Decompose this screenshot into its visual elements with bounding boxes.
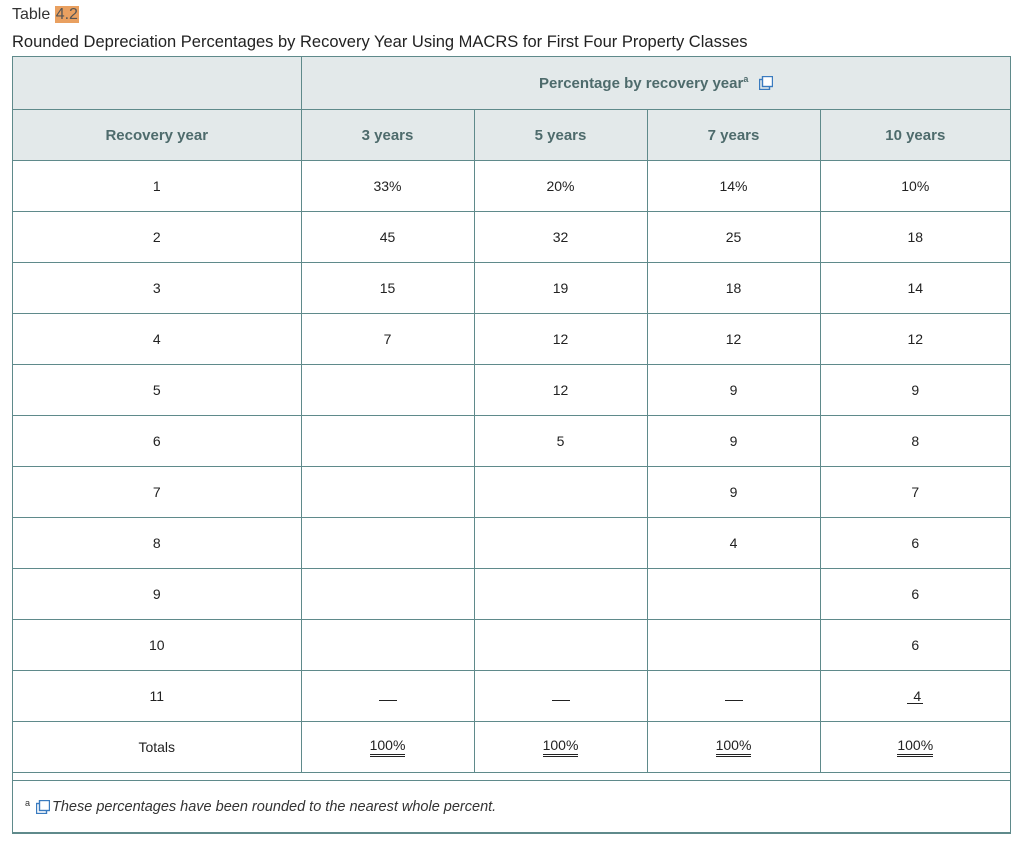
table-caption [12, 4, 1014, 53]
group-header-row [13, 57, 1010, 110]
cell-3yr: 7 [301, 314, 474, 365]
cell-7yr: 4 [647, 518, 820, 569]
table-number: 4.2 [55, 6, 78, 23]
header-5-years: 5 years [474, 110, 647, 161]
cell-5yr: 5 [474, 416, 647, 467]
external-link-icon[interactable] [759, 76, 773, 90]
total-3yr [301, 722, 474, 773]
blank-underline [379, 692, 397, 701]
table-row [13, 467, 1010, 518]
cell-year: 10 [13, 620, 301, 671]
cell-3yr [301, 620, 474, 671]
cell-3yr: 33% [301, 161, 474, 212]
cell-7yr: 14% [647, 161, 820, 212]
cell-5yr: 20% [474, 161, 647, 212]
total-value: 100% [716, 738, 752, 757]
total-5yr [474, 722, 647, 773]
cell-3yr [301, 518, 474, 569]
header-3-years: 3 years [301, 110, 474, 161]
cell-7yr: 9 [647, 467, 820, 518]
cell-10yr: 6 [820, 569, 1010, 620]
table-body [13, 161, 1010, 773]
cell-10yr: 12 [820, 314, 1010, 365]
cell-7yr [647, 569, 820, 620]
cell-3yr: 45 [301, 212, 474, 263]
cell-7yr: 9 [647, 416, 820, 467]
cell-7yr: 18 [647, 263, 820, 314]
cell-10yr: 6 [820, 620, 1010, 671]
table-row [13, 620, 1010, 671]
cell-7yr [647, 620, 820, 671]
table-row [13, 263, 1010, 314]
cell-10yr: 10% [820, 161, 1010, 212]
cell-5yr: 32 [474, 212, 647, 263]
table-row [13, 569, 1010, 620]
cell-year: 4 [13, 314, 301, 365]
cell-10yr: 7 [820, 467, 1010, 518]
total-value: 100% [897, 738, 933, 757]
total-value: 100% [543, 738, 579, 757]
cell-year: 7 [13, 467, 301, 518]
column-header-row [13, 110, 1010, 161]
cell-7yr: 12 [647, 314, 820, 365]
table-label [12, 4, 1014, 26]
header-7-years: 7 years [647, 110, 820, 161]
cell-5yr [474, 671, 647, 722]
cell-3yr [301, 467, 474, 518]
cell-5yr [474, 518, 647, 569]
total-10yr [820, 722, 1010, 773]
cell-5yr: 19 [474, 263, 647, 314]
cell-10yr: 9 [820, 365, 1010, 416]
cell-7yr: 9 [647, 365, 820, 416]
totals-label: Totals [13, 722, 301, 773]
table-row [13, 365, 1010, 416]
cell-10yr: 18 [820, 212, 1010, 263]
total-7yr [647, 722, 820, 773]
cell-5yr: 12 [474, 314, 647, 365]
cell-3yr [301, 365, 474, 416]
cell-5yr: 12 [474, 365, 647, 416]
cell-3yr [301, 416, 474, 467]
cell-year: 2 [13, 212, 301, 263]
underlined-value: 4 [907, 689, 923, 704]
group-header-empty [13, 57, 301, 110]
blank-underline [552, 692, 570, 701]
cell-10yr: 6 [820, 518, 1010, 569]
table-row [13, 314, 1010, 365]
cell-5yr [474, 569, 647, 620]
group-header-note-mark[interactable]: a [743, 73, 749, 84]
cell-5yr [474, 467, 647, 518]
cell-year: 6 [13, 416, 301, 467]
footnote-text: These percentages have been rounded to the nearest whole percent. [52, 798, 497, 815]
group-header-text: Percentage by recovery year [539, 74, 744, 92]
table-row [13, 212, 1010, 263]
cell-5yr [474, 620, 647, 671]
footnote-mark: a [25, 797, 31, 808]
cell-year: 3 [13, 263, 301, 314]
cell-year: 5 [13, 365, 301, 416]
totals-row [13, 722, 1010, 773]
table-footnote [13, 780, 1010, 832]
cell-10yr: 8 [820, 416, 1010, 467]
table-row [13, 416, 1010, 467]
table-row [13, 518, 1010, 569]
cell-7yr: 25 [647, 212, 820, 263]
cell-year: 8 [13, 518, 301, 569]
header-recovery-year: Recovery year [13, 110, 301, 161]
cell-3yr [301, 569, 474, 620]
cell-3yr: 15 [301, 263, 474, 314]
total-value: 100% [370, 738, 406, 757]
header-10-years: 10 years [820, 110, 1010, 161]
blank-underline [725, 692, 743, 701]
group-header [301, 57, 1010, 110]
table-title: Rounded Depreciation Percentages by Recovery Year Using MACRS for First Four Property Classes [12, 33, 748, 51]
cell-year: 9 [13, 569, 301, 620]
table-container [12, 56, 1011, 834]
cell-10yr [820, 671, 1010, 722]
table-row [13, 161, 1010, 212]
cell-year: 1 [13, 161, 301, 212]
external-link-icon[interactable] [36, 800, 50, 814]
table-row [13, 671, 1010, 722]
cell-year: 11 [13, 671, 301, 722]
depreciation-table [13, 57, 1010, 773]
cell-3yr [301, 671, 474, 722]
table-label-text: Table [12, 6, 51, 23]
cell-10yr: 14 [820, 263, 1010, 314]
cell-7yr [647, 671, 820, 722]
